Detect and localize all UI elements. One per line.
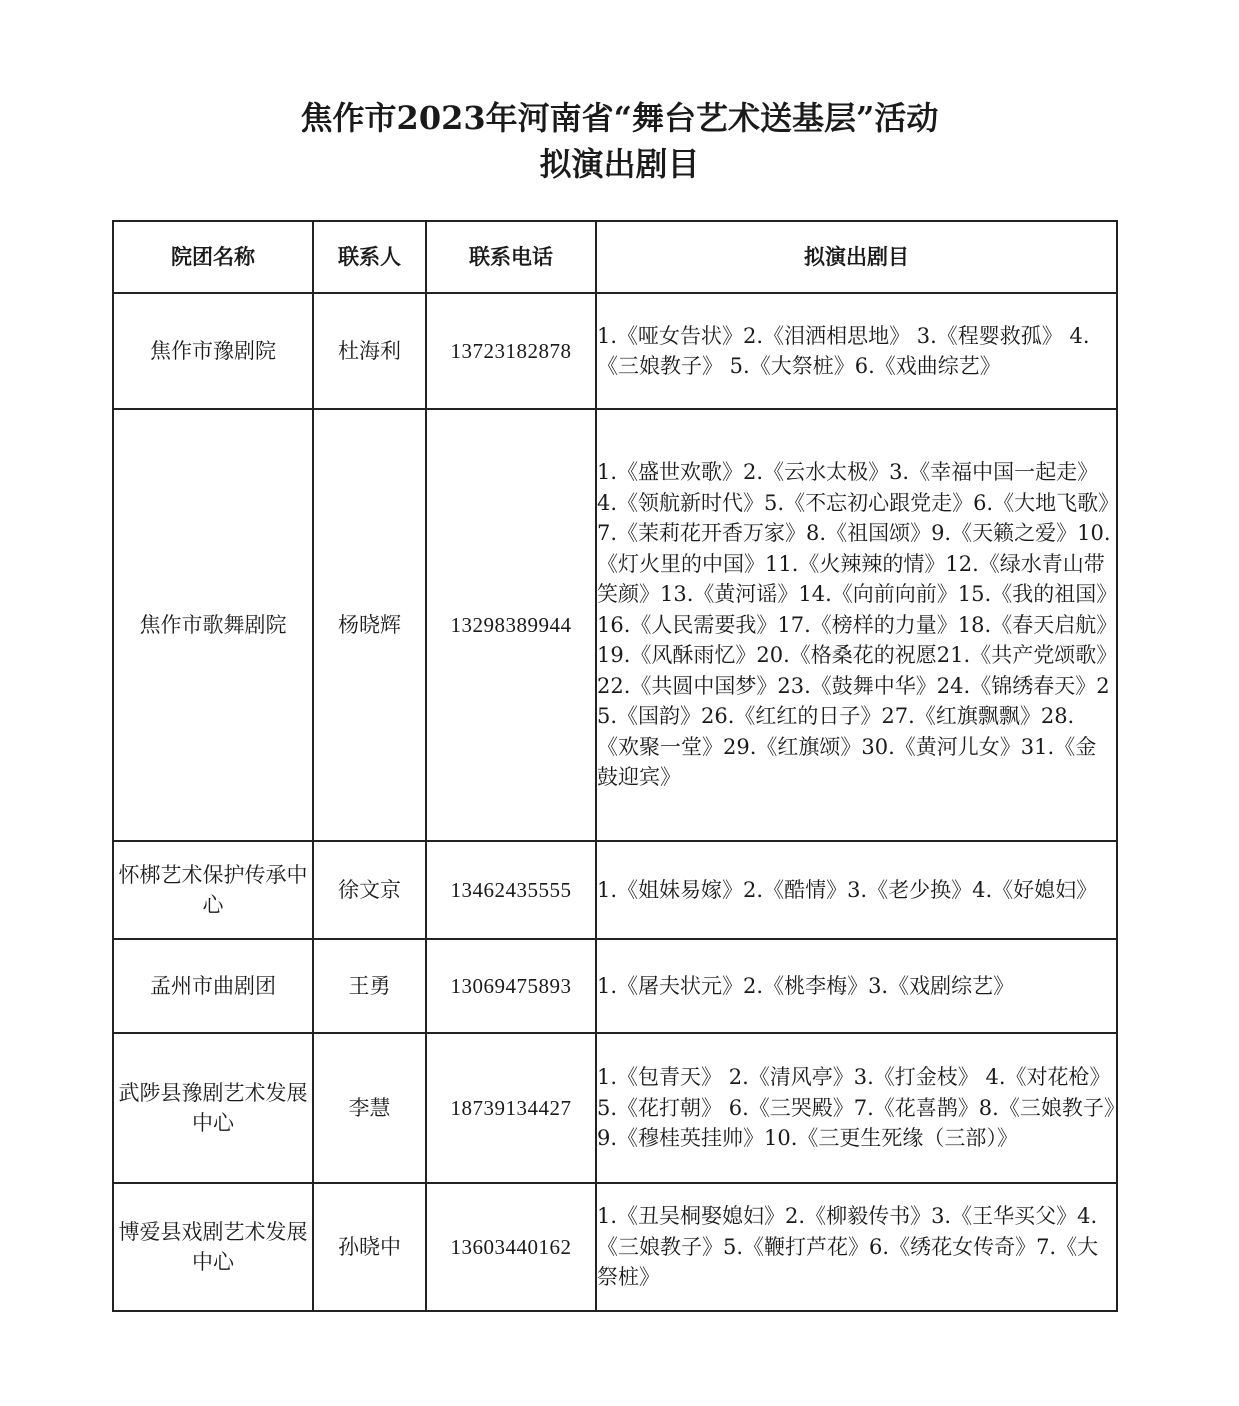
contact-person: 杨晓辉 <box>313 409 426 841</box>
contact-person: 孙晓中 <box>313 1183 426 1311</box>
contact-person: 徐文京 <box>313 841 426 939</box>
plays-table <box>112 220 1118 1312</box>
contact-phone: 13603440162 <box>426 1183 596 1311</box>
planned-plays: 1.《哑女告状》2.《泪洒相思地》 3.《程婴救孤》 4.《三娘教子》 5.《大祭桩》6.《戏曲综艺》 <box>596 293 1117 409</box>
contact-person: 李慧 <box>313 1033 426 1183</box>
header-troupe-name: 院团名称 <box>113 221 313 293</box>
troupe-name: 怀梆艺术保护传承中心 <box>113 841 313 939</box>
troupe-name: 孟州市曲剧团 <box>113 939 313 1033</box>
troupe-name: 焦作市豫剧院 <box>113 293 313 409</box>
contact-phone: 13069475893 <box>426 939 596 1033</box>
header-planned-plays: 拟演出剧目 <box>596 221 1117 293</box>
contact-person: 杜海利 <box>313 293 426 409</box>
table-row <box>113 409 1117 841</box>
contact-phone: 13298389944 <box>426 409 596 841</box>
planned-plays: 1.《姐妹易嫁》2.《酷情》3.《老少换》4.《好媳妇》 <box>596 841 1117 939</box>
planned-plays: 1.《盛世欢歌》2.《云水太极》3.《幸福中国一起走》4.《领航新时代》5.《不忘初心跟党走》6.《大地飞歌》7.《茉莉花开香万家》8.《祖国颂》9.《天籁之爱》10.《灯火里的中国》11.《火辣辣的情》12.《绿水青山带笑颜》13.《黄河谣》14.《向前向前》15.《我的祖国》16.《人民需要我》17.《榜样的力量》18.《春天启航》19.《风酥雨忆》20.《格桑花的祝愿21.《共产党颂歌》22.《共圆中国梦》23.《鼓舞中华》24.《锦绣春天》25.《国韵》26.《红红的日子》27.《红旗飘飘》28.《欢聚一堂》29.《红旗颂》30.《黄河儿女》31.《金鼓迎宾》 <box>596 409 1117 841</box>
troupe-name: 博爱县戏剧艺术发展中心 <box>113 1183 313 1311</box>
header-contact-phone: 联系电话 <box>426 221 596 293</box>
contact-phone: 18739134427 <box>426 1033 596 1183</box>
contact-phone: 13723182878 <box>426 293 596 409</box>
contact-person: 王勇 <box>313 939 426 1033</box>
table-row <box>113 939 1117 1033</box>
table-row <box>113 1183 1117 1311</box>
document-subtitle: 拟演出剧目 <box>539 145 700 183</box>
troupe-name: 武陟县豫剧艺术发展中心 <box>113 1033 313 1183</box>
table-header-row <box>113 221 1117 293</box>
planned-plays: 1.《丑吴桐娶媳妇》2.《柳毅传书》3.《王华买父》4.《三娘教子》5.《鞭打芦花》6.《绣花女传奇》7.《大祭桩》 <box>596 1183 1117 1311</box>
header-contact-person: 联系人 <box>313 221 426 293</box>
table-row <box>113 293 1117 409</box>
document-title: 焦作市2023年河南省“舞台艺术送基层”活动 <box>300 99 939 137</box>
table-row <box>113 841 1117 939</box>
contact-phone: 13462435555 <box>426 841 596 939</box>
planned-plays: 1.《包青天》 2.《清风亭》3.《打金枝》 4.《对花枪》5.《花打朝》 6.《三哭殿》7.《花喜鹊》8.《三娘教子》9.《穆桂英挂帅》10.《三更生死缘（三部）》 <box>596 1033 1117 1183</box>
troupe-name: 焦作市歌舞剧院 <box>113 409 313 841</box>
planned-plays: 1.《屠夫状元》2.《桃李梅》3.《戏剧综艺》 <box>596 939 1117 1033</box>
table-row <box>113 1033 1117 1183</box>
